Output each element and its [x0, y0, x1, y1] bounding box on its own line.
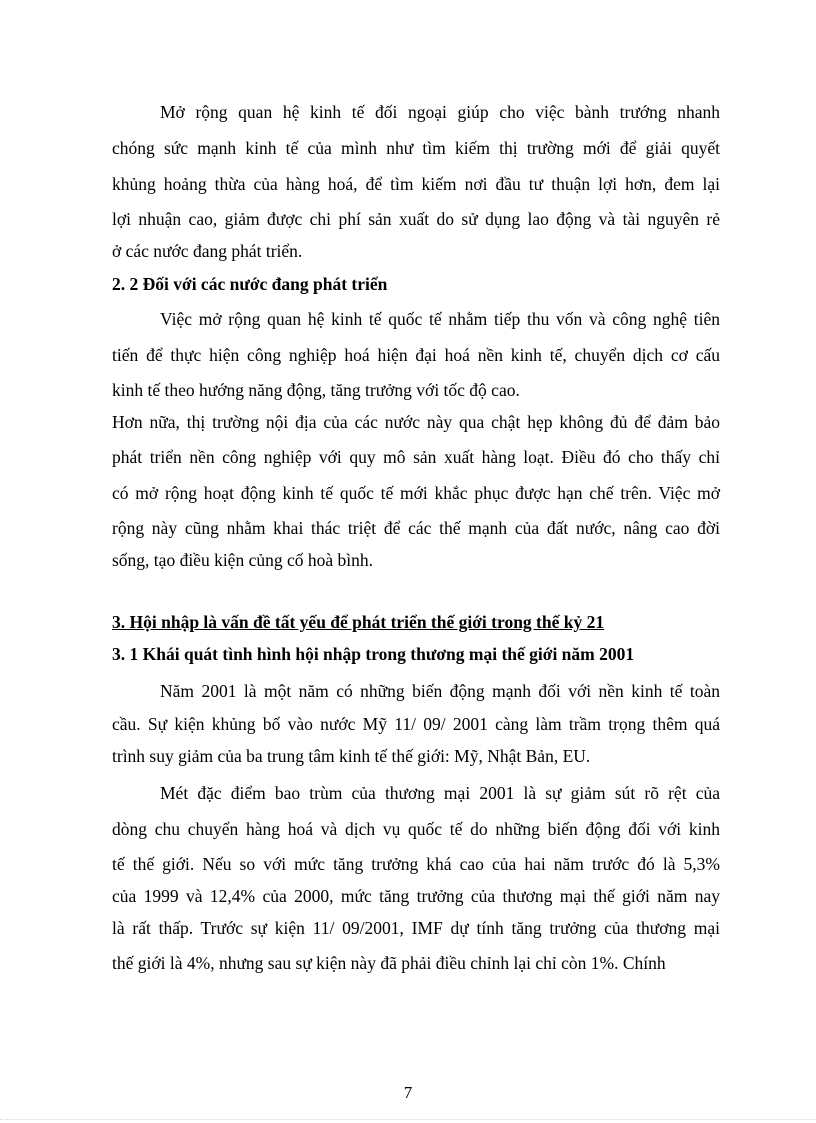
heading-2-2: 2. 2 Đối với các nước đang phát triển: [112, 274, 388, 294]
para1-line-5: ở các nước đang phát triển.: [112, 241, 303, 261]
para1-line-3: khủng hoảng thừa của hàng hoá, để tìm kiếm nơi đầu tư thuận lợi hơn, đem lại: [112, 174, 720, 194]
page-bottom-rule: [0, 1119, 816, 1120]
para5-line-4: của 1999 và 12,4% của 2000, mức tăng trưởng của thương mại thế giới năm nay: [112, 886, 720, 906]
heading-3: 3. Hội nhập là vấn đề tất yếu để phát triển thế giới trong thế kỷ 21: [112, 612, 605, 632]
para5-line-5: là rất thấp. Trước sự kiện 11/ 09/2001, IMF dự tính tăng trưởng của thương mại: [112, 918, 720, 938]
para1-line-2: chóng sức mạnh kinh tế của mình như tìm kiếm thị trường mới để giải quyết: [112, 138, 720, 158]
page-number: 7: [403, 1083, 413, 1102]
para3-line-5: sống, tạo điều kiện củng cố hoà bình.: [112, 550, 373, 570]
para4-line-3: trình suy giảm của ba trung tâm kinh tế thế giới: Mỹ, Nhật Bản, EU.: [112, 746, 591, 766]
para4-line-1: Năm 2001 là một năm có những biến động mạnh đối với nền kinh tế toàn: [160, 681, 720, 701]
para2-line-1: Việc mở rộng quan hệ kinh tế quốc tế nhằm tiếp thu vốn và công nghệ tiên: [160, 309, 720, 329]
para3-line-3: có mở rộng hoạt động kinh tế quốc tế mới khắc phục được hạn chế trên. Việc mở: [112, 483, 720, 503]
para2-line-2: tiến để thực hiện công nghiệp hoá hiện đại hoá nền kinh tế, chuyển dịch cơ cấu: [112, 345, 720, 365]
para1-line-1: Mở rộng quan hệ kinh tế đối ngoại giúp cho việc bành trướng nhanh: [160, 102, 720, 122]
para1-line-4: lợi nhuận cao, giảm được chi phí sản xuất do sử dụng lao động và tài nguyên rẻ: [112, 209, 720, 229]
heading-3-1: 3. 1 Khái quát tình hình hội nhập trong thương mại thế giới năm 2001: [112, 644, 635, 664]
para5-line-6: thế giới là 4%, nhưng sau sự kiện này đã phải điều chỉnh lại chỉ còn 1%. Chính: [112, 953, 666, 973]
para3-line-4: rộng này cũng nhằm khai thác triệt để các thế mạnh của đất nước, nâng cao đời: [112, 518, 720, 538]
para5-line-2: dòng chu chuyển hàng hoá và dịch vụ quốc tế do những biến động đối với kinh: [112, 819, 720, 839]
para2-line-3: kinh tế theo hướng năng động, tăng trưởng với tốc độ cao.: [112, 380, 520, 400]
para3-line-1: Hơn nữa, thị trường nội địa của các nước này qua chật hẹp không đủ để đảm bảo: [112, 412, 720, 432]
para4-line-2: cầu. Sự kiện khủng bố vào nước Mỹ 11/ 09/ 2001 càng làm trầm trọng thêm quá: [112, 714, 720, 734]
para5-line-1: Mét đặc điểm bao trùm của thương mại 2001 là sự giảm sút rõ rệt của: [160, 783, 720, 803]
para3-line-2: phát triển nền công nghiệp với quy mô sản xuất hàng loạt. Điều đó cho thấy chỉ: [112, 447, 720, 467]
para5-line-3: tế thế giới. Nếu so với mức tăng trưởng khá cao của hai năm trước đó là 5,3%: [112, 854, 720, 874]
